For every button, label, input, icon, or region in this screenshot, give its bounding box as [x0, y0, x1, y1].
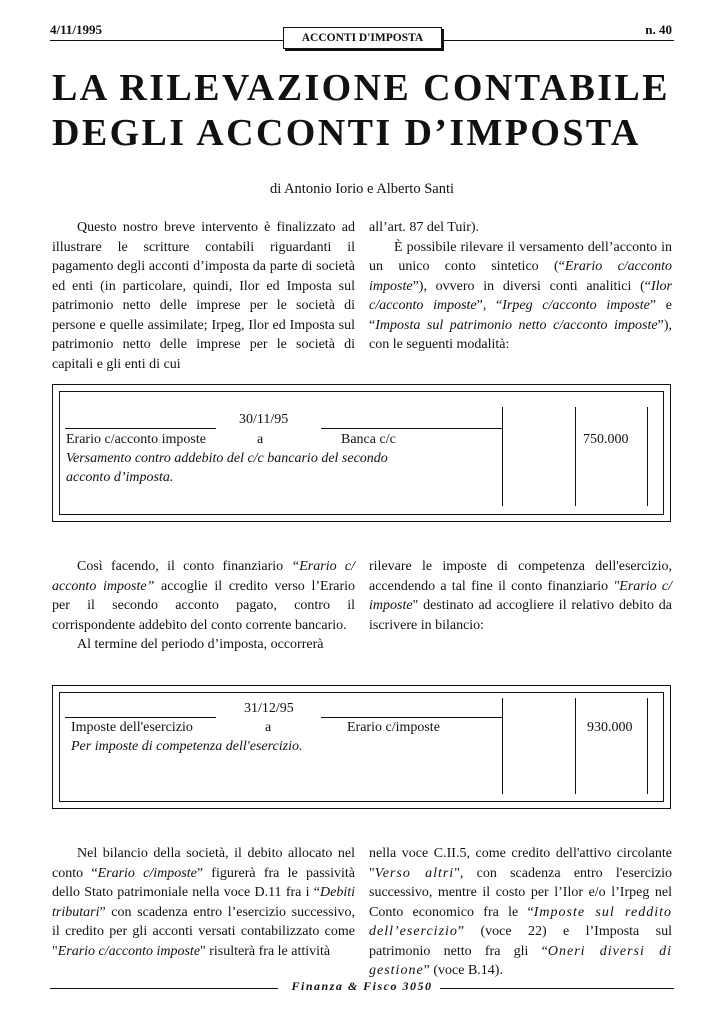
entry-connector: a [257, 432, 264, 447]
journal-entry-1 [52, 384, 671, 522]
entry-rule-left [65, 428, 216, 429]
entry-rule-right [321, 428, 502, 429]
entry-column-divider [575, 698, 576, 794]
section2-left-column [52, 557, 355, 655]
entry-date: 30/11/95 [239, 412, 289, 427]
journal-entry-2 [52, 685, 671, 809]
entry-credit-account: Erario c/imposte [347, 720, 440, 735]
paragraph: Al termine del periodo d’imposta, occorrerà [77, 637, 324, 652]
paragraph: Nel bilancio della società, il debito allocato nel conto “Erario c/imposte” figurerà fra le passività dello Stato patrimoniale nella voce D.11 fra i “Debiti tributari” con scadenza entro l’esercizio successivo, il credito per gli acconti versati contabilizzato come "Erario c/acconto imposte" risulterà fra le attività [52, 846, 355, 959]
entry-amount: 930.000 [587, 720, 633, 735]
entry-debit-account: Imposte dell'esercizio [71, 720, 193, 735]
section1-left-column [52, 218, 355, 374]
header-issue-number: n. 40 [645, 22, 672, 37]
section2-right-column [369, 557, 672, 635]
entry-description: Versamento contro addebito del c/c bancario del secondo [66, 451, 388, 466]
entry-column-divider [647, 698, 648, 794]
entry-column-divider [647, 407, 648, 506]
entry-debit-account: Erario c/acconto imposte [66, 432, 206, 447]
entry-column-divider [575, 407, 576, 506]
article-title [52, 66, 692, 156]
entry-amount: 750.000 [583, 432, 629, 447]
entry-description: acconto d’imposta. [66, 470, 174, 485]
byline: di Antonio Iorio e Alberto Santi [269, 181, 455, 197]
paragraph: nella voce C.II.5, come credito dell'attivo circolante "Verso altri", con scadenza entro l'esercizio successivo, mentre il costo per l’Ilor e/o l’Irpeg nel Conto economico fra le “Imposte sul reddito dell’esercizio” (voce 22) e l’Imposta sul patrimonio netto fra gli “Oneri diversi di gestione” (voce B.14). [369, 846, 673, 978]
paragraph: Così facendo, il conto finanziario “Erario c/ acconto imposte” accoglie il credito verso l’Erario per il secondo acconto pagato, contro il corrispondente addebito del conto corrente bancario. [52, 559, 356, 633]
section1-right-column [369, 218, 672, 355]
entry-description: Per imposte di competenza dell'esercizio. [71, 739, 303, 754]
entry-rule-right [321, 717, 502, 718]
entry-date: 31/12/95 [244, 701, 294, 716]
footer-text: Finanza & Fisco 3050 [0, 979, 724, 994]
entry-connector: a [265, 720, 272, 735]
paragraph: È possibile rilevare il versamento dell’acconto in un unico conto sintetico (“Erario c/acconto imposte”), ovvero in diversi conti analitici (“Ilor c/acconto imposte”, “Irpeg c/acconto imposte” e “Imposta sul patrimonio netto c/acconto imposte”), con le seguenti modalità: [369, 239, 673, 352]
paragraph: all’art. 87 del Tuir). [369, 220, 480, 235]
section3-left-column [52, 844, 355, 961]
entry-rule-left [65, 717, 216, 718]
header-section-box: ACCONTI D'IMPOSTA [283, 27, 442, 49]
title-line-1: LA RILEVAZIONE CONTABILE [52, 67, 670, 109]
entry-credit-account: Banca c/c [341, 432, 396, 447]
section3-right-column [369, 844, 672, 981]
entry-column-divider [502, 407, 503, 506]
paragraph: Questo nostro breve intervento è finalizzato ad illustrare le scritture contabili riguardanti il pagamento degli acconti d’imposta da parte di società ed enti (in particolare, quindi, Ilor ed Imposta sul patrimonio netto delle imprese per le società di persone e quelle assimilate; Irpeg, Ilor ed Imposta sul patrimonio netto delle imprese per le società di capitali e gli enti di cui [52, 220, 355, 372]
header-date: 4/11/1995 [50, 22, 103, 37]
paragraph: rilevare le imposte di competenza dell'esercizio, accendendo a tal fine il conto finanziario "Erario c/ imposte" destinato ad accogliere il relativo debito da iscrivere in bilancio: [369, 559, 672, 633]
title-line-2: DEGLI ACCONTI D’IMPOSTA [52, 112, 641, 154]
entry-column-divider [502, 698, 503, 794]
